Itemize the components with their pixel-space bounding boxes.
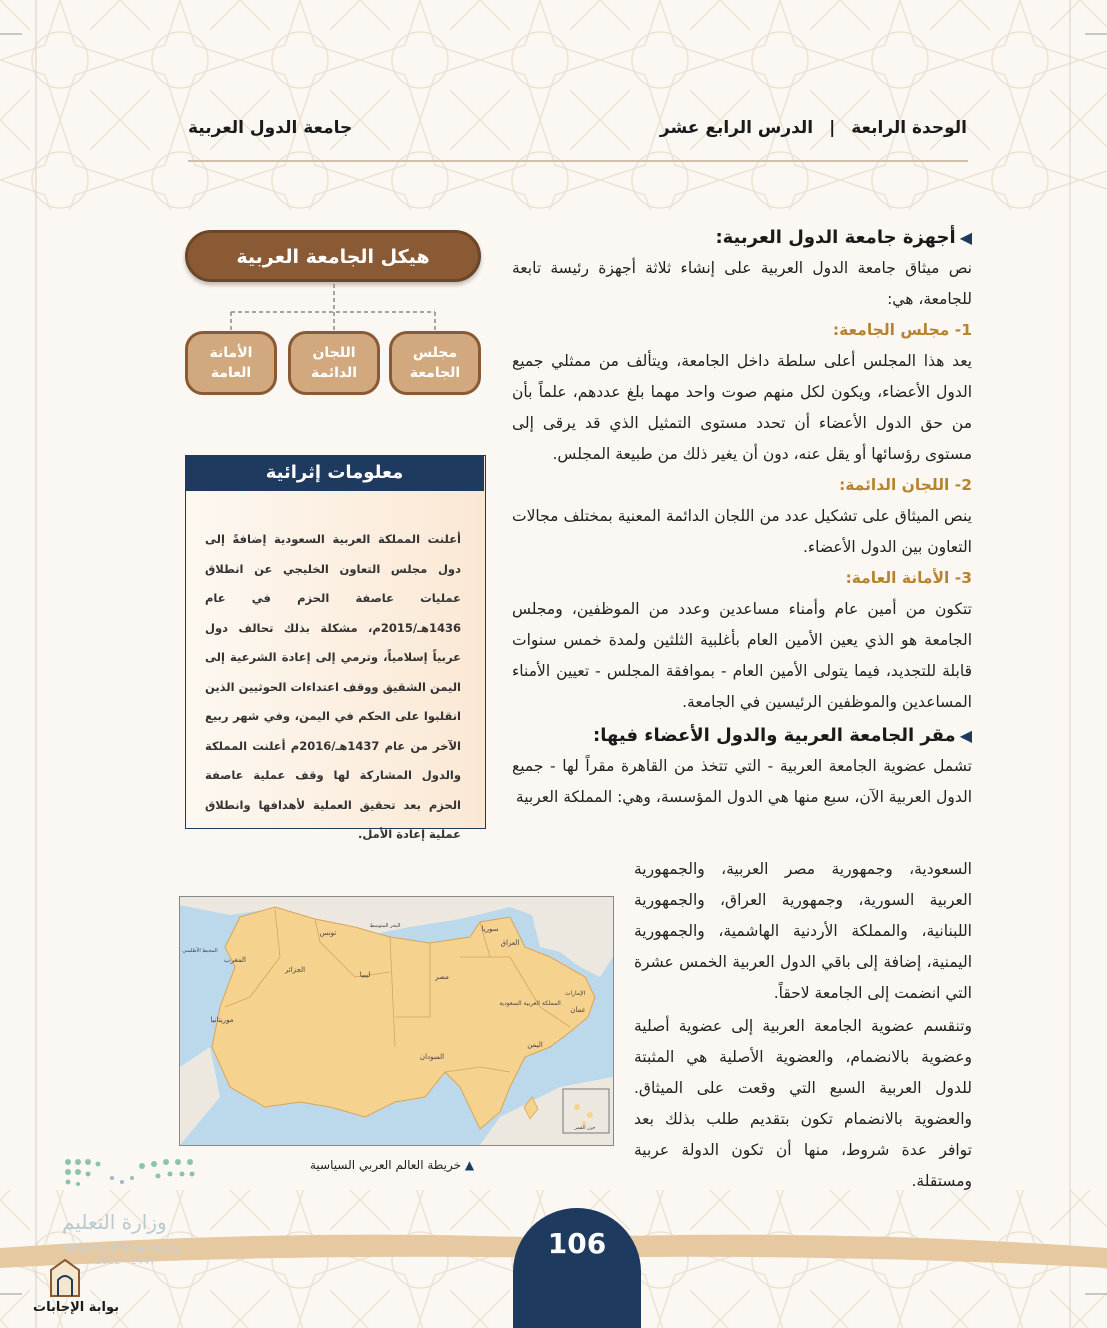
organs-title: ◀أجهزة جامعة الدول العربية:: [715, 227, 972, 248]
map-caption: ▲ خريطة العالم العربي السياسية: [310, 1158, 475, 1172]
map-label-mauritania: موريتانيا: [210, 1016, 234, 1024]
header-divider: [188, 160, 968, 162]
arrow-icon: ◀: [959, 228, 972, 247]
ministry-year: 2022 - 1447: [95, 1256, 156, 1267]
organs-intro: نص ميثاق جامعة الدول العربية على إنشاء ثلاثة أجهزة رئيسة تابعة للجامعة، هي:: [512, 259, 972, 308]
map-label-morocco: المغرب: [224, 956, 246, 964]
item-text: ينص الميثاق على تشكيل عدد من اللجان الدائمة المعنية بمختلف مجالات التعاون بين الدول الأعضاء.: [512, 507, 972, 556]
map-label-uae: الإمارات: [564, 990, 586, 997]
item-heading: 2- اللجان الدائمة:: [839, 476, 972, 494]
lesson-label: الدرس الرابع عشر: [659, 118, 814, 138]
organs-section: [512, 222, 972, 813]
hq-paragraph-2: وتنقسم عضوية الجامعة العربية إلى عضوية أصلية وعضوية بالانضمام، والعضوية الأصلية هي المثبتة للدول العربية السبع التي وقعت على الميثاق. والعضوية بالانضمام تكون بتقديم طلب بذلك بعد توافر عدة شروط، منها أن تكون الدولة عربية ومستقلة.: [634, 1017, 972, 1190]
hq-title: ◀مقر الجامعة العربية والدول الأعضاء فيها:: [593, 725, 972, 746]
ministry-logo-dots: [62, 1156, 202, 1196]
item-text: يعد هذا المجلس أعلى سلطة داخل الجامعة، ويتألف من ممثلي جميع الدول الأعضاء، ويكون لكل منهم صوت واحد مهما بلغ عددهم، علماً بأن من حق الدول الأعضاء أن تحدد مستوى التمثيل الذي قد يرقى إلى مستوى رؤسائها أو يقل عنه، دون أن يغير ذلك من طبيعة المجلس.: [512, 352, 972, 463]
ministry-name-ar: وزارة التعليم: [62, 1210, 167, 1234]
map-label-saudi: المملكة العربية السعودية: [499, 1000, 561, 1007]
structure-title: هيكل الجامعة العربية: [185, 230, 481, 282]
item-heading: 3- الأمانة العامة:: [845, 569, 972, 587]
page-number: 106: [513, 1208, 641, 1328]
enrichment-text: أعلنت المملكة العربية السعودية إضافةً إلى دول مجلس التعاون الخليجي عن انطلاق عمليات عاصفة الحزم في عام 1436هـ/2015م، مشكلة بذلك تحالف دول عربياً إسلامياً، وترمي إلى إعادة الشرعية إلى اليمن الشقيق ووقف اعتداءات الحوثيين الذين انقلبوا على الحكم في اليمن، وفي شهر ربيع الآخر من عام 1437هـ/2016م أعلنت المملكة والدول المشاركة لها وقف عملية عاصفة الحزم بعد تحقيق العملية لأهدافها وانطلاق عملية إعادة الأمل.: [205, 532, 461, 841]
item-text: تتكون من أمين عام وأمناء مساعدين وعدد من الموظفين، ومجلس الجامعة هو الذي يعين الأمين العام بأغلبية الثلثين ولمدة خمس سنوات قابلة للتجديد، فيما يتولى الأمين العام - بموافقة المجلس - تعيين الأمناء المساعدين والموظفين الرئيسين في الجامعة.: [512, 600, 972, 711]
node-committees: اللجان الدائمة: [288, 331, 380, 395]
hq-paragraph-1-cont: السعودية، وجمهورية مصر العربية، والجمهورية العربية السورية، وجمهورية العراق، والجمهورية اللبنانية، والمملكة الأردنية الهاشمية، والجمهورية اليمنية، إضافة إلى باقي الدول العربية الخمس عشرة التي انضمت إلى الجامعة لاحقاً.: [634, 860, 972, 1002]
map-label-sudan: السودان: [419, 1053, 445, 1061]
map-label-libya: ليبيا: [359, 971, 371, 979]
hq-narrow-section: [634, 854, 972, 1197]
map-label-egypt: مصر: [435, 973, 449, 981]
map-label-algeria: الجزائر: [284, 966, 306, 974]
map-label-syria: سوريا: [481, 925, 499, 933]
map-label-med: البحر المتوسط: [369, 923, 401, 929]
map-label-yemen: اليمن: [527, 1041, 543, 1049]
hq-paragraph-1: تشمل عضوية الجامعة العربية - التي تتخذ من القاهرة مقراً لها - جميع الدول العربية الآن، سبع منها هي الدول المؤسسة، وهي: المملكة العربية: [512, 757, 972, 806]
ministry-name-en: Ministry of Education: [62, 1242, 179, 1255]
structure-connectors: [185, 282, 485, 332]
portal-logo: [45, 1258, 85, 1300]
item-heading: 1- مجلس الجامعة:: [832, 321, 972, 339]
header-separator: |: [829, 118, 836, 138]
arab-world-map: [179, 896, 614, 1146]
header-topic: جامعة الدول العربية: [188, 118, 353, 138]
header-unit-lesson: [660, 118, 967, 138]
node-secretariat: الأمانة العامة: [185, 331, 277, 395]
arrow-icon: ◀: [959, 726, 972, 745]
map-label-iraq: العراق: [500, 939, 520, 947]
enrichment-title: معلومات إثرائية: [185, 455, 484, 491]
triangle-icon: ▲: [464, 1158, 475, 1172]
map-graphic: [180, 897, 613, 1145]
portal-name: بوابة الإجابات: [33, 1300, 119, 1315]
map-label-atlantic: المحيط الأطلسي: [182, 948, 218, 954]
map-label-comoros: جزر القمر: [574, 1125, 596, 1131]
map-label-tunisia: تونس: [319, 929, 337, 937]
unit-label: الوحدة الرابعة: [851, 118, 967, 138]
map-label-oman: عمان: [570, 1006, 586, 1014]
node-council: مجلس الجامعة: [389, 331, 481, 395]
